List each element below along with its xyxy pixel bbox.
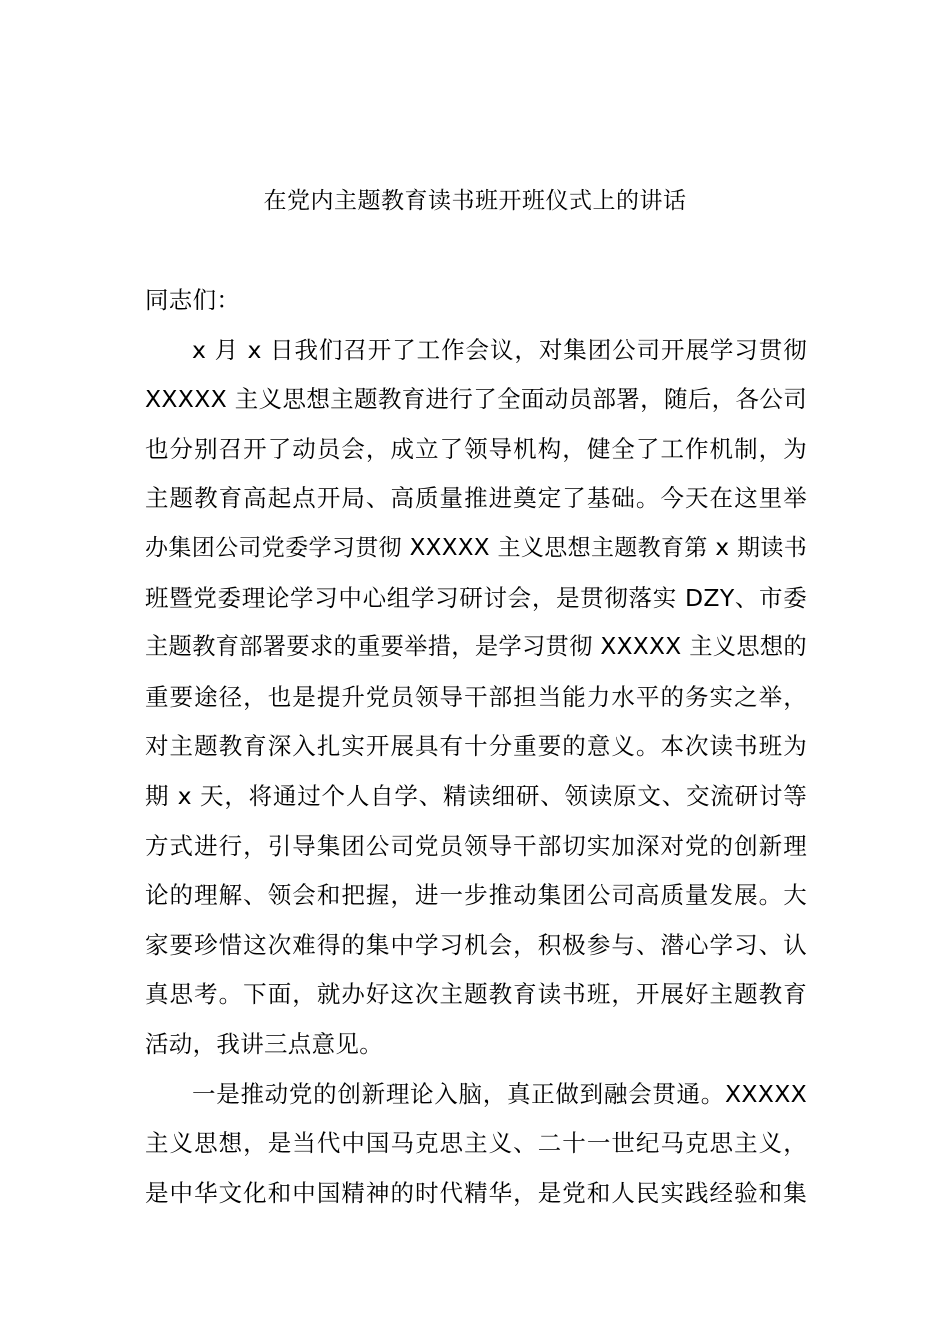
body-line: 对主题教育深入扎实开展具有十分重要的意义。本次读书班为: [145, 732, 807, 761]
body-line: XXXXX 主义思想主题教育进行了全面动员部署，随后，各公司: [145, 385, 807, 414]
body-line: 一是推动党的创新理论入脑，真正做到融会贯通。XXXXX: [192, 1079, 807, 1108]
body-line: 办集团公司党委学习贯彻 XXXXX 主义思想主题教育第 x 期读书: [145, 534, 807, 561]
body-line: 主义思想，是当代中国马克思主义、二十一世纪马克思主义，: [145, 1129, 807, 1158]
body-line: 主题教育高起点开局、高质量推进奠定了基础。今天在这里举: [145, 484, 807, 513]
body-line: x 月 x 日我们召开了工作会议，对集团公司开展学习贯彻: [192, 335, 807, 364]
document-title: 在党内主题教育读书班开班仪式上的讲话: [263, 188, 687, 214]
body-line: 活动，我讲三点意见。: [145, 1029, 383, 1058]
body-line: 真思考。下面，就办好这次主题教育读书班，开展好主题教育: [145, 980, 807, 1009]
document-body: [145, 282, 807, 1224]
body-line: 同志们：: [145, 286, 241, 314]
body-line: 方式进行，引导集团公司党员领导干部切实加深对党的创新理: [145, 831, 807, 860]
body-line: 班暨党委理论学习中心组学习研讨会，是贯彻落实 DZY、市委: [145, 583, 807, 612]
body-line: 重要途径，也是提升党员领导干部担当能力水平的务实之举，: [145, 682, 807, 711]
body-line: 也分别召开了动员会，成立了领导机构，健全了工作机制，为: [145, 434, 807, 463]
body-line: 期 x 天，将通过个人自学、精读细研、领读原文、交流研讨等: [145, 781, 807, 810]
body-line: 是中华文化和中国精神的时代精华，是党和人民实践经验和集: [145, 1178, 807, 1207]
body-line: 主题教育部署要求的重要举措，是学习贯彻 XXXXX 主义思想的: [145, 633, 807, 661]
body-line: 论的理解、领会和把握，进一步推动集团公司高质量发展。大: [145, 881, 807, 910]
body-line: 家要珍惜这次难得的集中学习机会，积极参与、潜心学习、认: [145, 930, 807, 959]
